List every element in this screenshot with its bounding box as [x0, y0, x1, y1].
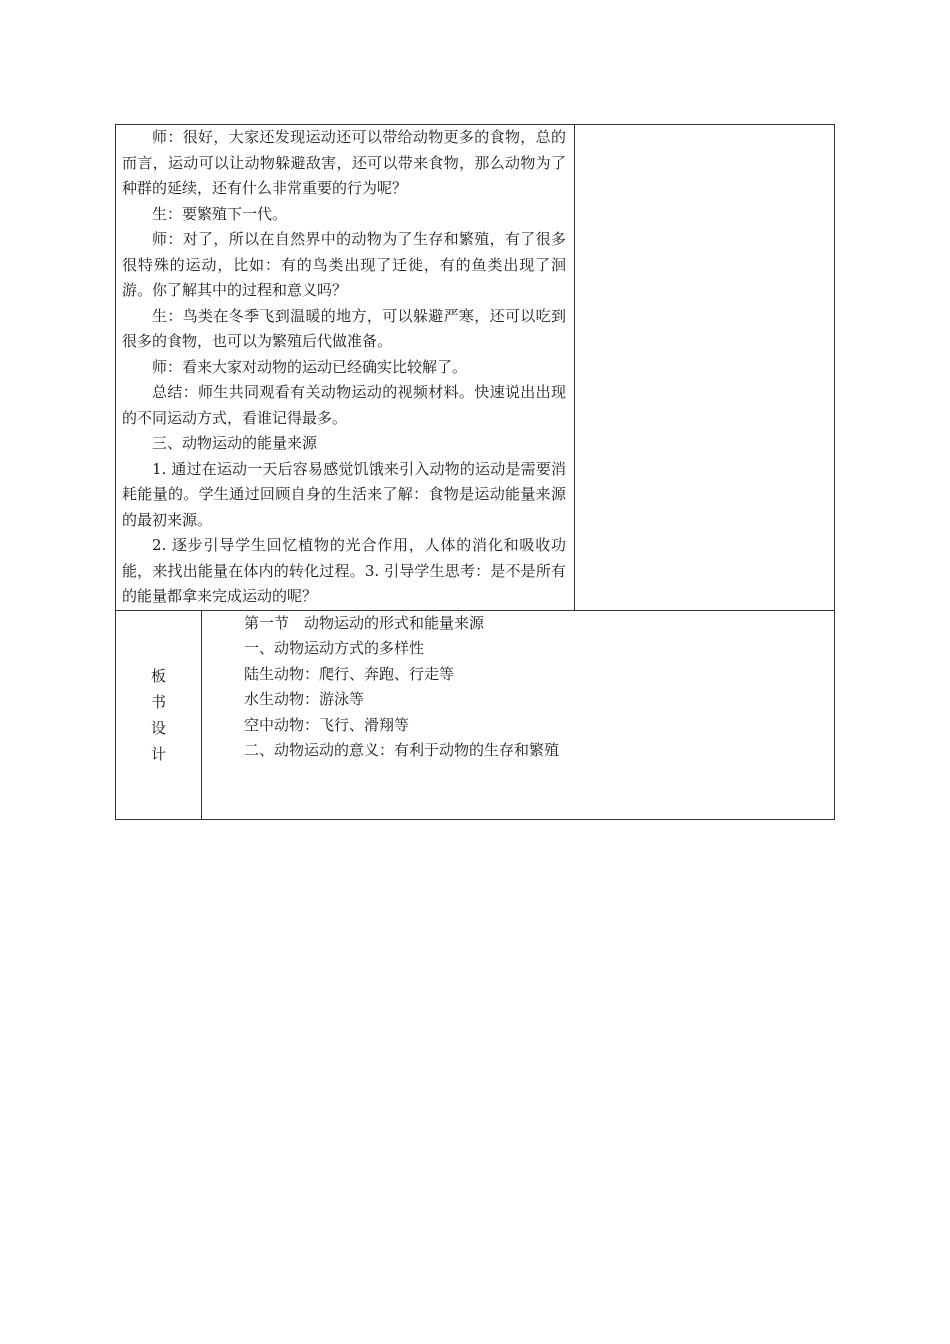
board-label-char: 板: [150, 666, 166, 685]
board-label-char: 计: [150, 744, 166, 763]
board-design-label: [149, 663, 169, 767]
process-paragraph: 总结：师生共同观看有关动物运动的视频材料。快速说出出现的不同运动方式，看谁记得最多。: [122, 383, 567, 427]
board-line: 第一节 动物运动的形式和能量来源: [244, 613, 485, 632]
board-label-char: 设: [150, 718, 166, 737]
board-line: 空中动物：飞行、滑翔等: [244, 715, 410, 734]
board-line: 二、动物运动的意义：有利于动物的生存和繁殖: [244, 741, 560, 759]
process-paragraph: 生：鸟类在冬季飞到温暖的地方，可以躲避严寒，还可以吃到很多的食物，也可以为繁殖后代做准备。: [122, 306, 567, 350]
board-design-content: [202, 610, 835, 819]
process-paragraph: 师：看来大家对动物的运动已经确实比较解了。: [152, 357, 468, 376]
process-paragraph: 2. 逐步引导学生回忆植物的光合作用，人体的消化和吸收功能，来找出能量在体内的转化过程。3. 引导学生思考：是不是所有的能量都拿来完成运动的呢？: [122, 536, 567, 605]
process-paragraph: 1. 通过在运动一天后容易感觉饥饿来引入动物的运动是需要消耗能量的。学生通过回顾自身的生活来了解：食物是运动能量来源的最初来源。: [122, 459, 567, 529]
process-paragraph: 师：很好，大家还发现运动还可以带给动物更多的食物，总的而言，运动可以让动物躲避敌害，还可以带来食物，那么动物为了种群的延续，还有什么非常重要的行为呢？: [122, 128, 567, 197]
board-design-row: [116, 610, 835, 819]
board-label-char: 书: [150, 692, 166, 711]
board-design-label-cell: [116, 610, 202, 819]
board-line: 陆生动物：爬行、奔跑、行走等: [244, 664, 455, 683]
notes-cell-empty: [575, 125, 835, 611]
process-paragraph: 师：对了，所以在自然界中的动物为了生存和繁殖，有了很多很特殊的运动，比如：有的鸟类出现了迁徙，有的鱼类出现了洄游。你了解其中的过程和意义吗？: [122, 230, 567, 299]
teaching-process-cell: [116, 125, 575, 611]
teaching-process-row: [116, 125, 835, 611]
lesson-plan-table: [115, 124, 835, 820]
board-line: 一、动物运动方式的多样性: [244, 639, 425, 657]
process-paragraph: 生：要繁殖下一代。: [152, 204, 288, 223]
process-paragraph: 三、动物运动的能量来源: [152, 434, 318, 452]
board-line: 水生动物：游泳等: [244, 690, 365, 708]
